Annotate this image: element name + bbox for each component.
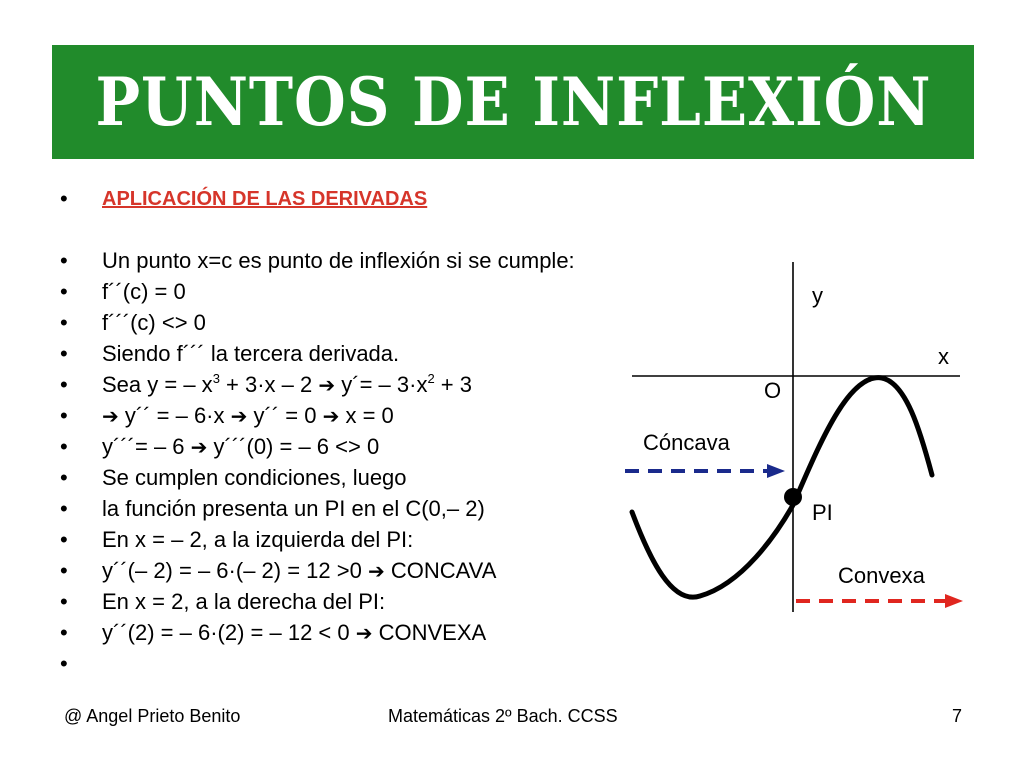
superscript: 2 — [427, 371, 435, 386]
bullet-marker: • — [60, 279, 68, 304]
bullet-text: Siendo f´´´ la tercera derivada. — [102, 341, 400, 366]
bullet-text: Se cumplen condiciones, luego — [102, 465, 407, 490]
text-run: y´´(2) = – 6·(2) = – 12 < 0 — [102, 620, 356, 645]
bullet-text — [102, 620, 486, 646]
x-axis-label: x — [938, 344, 949, 369]
bullet-marker: • — [60, 527, 68, 552]
bullet-marker: • — [60, 186, 68, 211]
bullet-list — [60, 0, 660, 700]
bullet-text: En x = 2, a la derecha del PI: — [102, 589, 386, 614]
text-run: y´= – 3·x — [335, 372, 428, 397]
bullet-text: f´´´(c) <> 0 — [102, 310, 206, 335]
inflection-graph — [600, 255, 970, 615]
arrow-icon: ➔ — [367, 559, 385, 583]
text-run: y´´´= – 6 — [102, 434, 191, 459]
bullet-marker: • — [60, 310, 68, 335]
bullet-text: Un punto x=c es punto de inflexión si se cumple: — [102, 248, 575, 273]
footer-course: Matemáticas 2º Bach. CCSS — [388, 706, 618, 726]
bullet-text: f´´(c) = 0 — [102, 279, 186, 304]
text-run: y´´(– 2) = – 6·(– 2) = 12 >0 — [102, 558, 368, 583]
arrow-icon: ➔ — [318, 373, 336, 397]
bullet-text: En x = – 2, a la izquierda del PI: — [102, 527, 414, 552]
bullet-text — [102, 434, 379, 460]
bullet-text — [102, 372, 472, 398]
inflection-label: PI — [812, 500, 833, 525]
superscript: 3 — [212, 371, 220, 386]
arrow-icon: ➔ — [355, 621, 373, 645]
arrow-icon: ➔ — [322, 404, 340, 428]
bullet-marker: • — [60, 341, 68, 366]
concave-arrowhead-icon — [767, 464, 785, 478]
text-run: + 3·x – 2 — [219, 372, 319, 397]
arrow-icon: ➔ — [230, 404, 248, 428]
bullet-marker: • — [60, 651, 68, 676]
text-run: y´´ = 0 — [247, 403, 323, 428]
footer-author: @ Angel Prieto Benito — [64, 706, 241, 726]
bullet-marker: • — [60, 589, 68, 614]
text-run: y´´´(0) = – 6 <> 0 — [207, 434, 380, 459]
bullet-marker: • — [60, 465, 68, 490]
bullet-marker: • — [60, 248, 68, 273]
bullet-text — [102, 403, 394, 429]
bullet-marker: • — [60, 558, 68, 583]
text-run: y´´ = – 6·x — [118, 403, 231, 428]
bullet-marker: • — [60, 372, 68, 397]
inflection-point-marker — [784, 488, 802, 506]
text-run: x = 0 — [339, 403, 394, 428]
text-run: Sea y = – x — [102, 372, 213, 397]
footer-page-number: 7 — [952, 706, 963, 726]
bullet-marker: • — [60, 496, 68, 521]
arrow-icon: ➔ — [190, 435, 208, 459]
convex-arrowhead-icon — [945, 594, 963, 608]
bullet-text — [102, 558, 496, 584]
arrow-icon: ➔ — [102, 404, 119, 428]
text-run: CONVEXA — [372, 620, 487, 645]
bullet-marker: • — [60, 434, 68, 459]
concave-label: Cóncava — [643, 430, 730, 455]
text-run: + 3 — [434, 372, 472, 397]
origin-label: O — [764, 378, 782, 403]
y-axis-label: y — [812, 283, 823, 308]
page-title: PUNTOS DE INFLEXIÓN — [94, 63, 932, 141]
bullet-text: la función presenta un PI en el C(0,– 2) — [102, 496, 485, 521]
convex-label: Convexa — [838, 563, 925, 588]
bullet-marker: • — [60, 620, 68, 645]
section-heading: APLICACIÓN DE LAS DERIVADAS — [102, 188, 428, 210]
bullet-marker: • — [60, 403, 68, 428]
text-run: CONCAVA — [384, 558, 497, 583]
